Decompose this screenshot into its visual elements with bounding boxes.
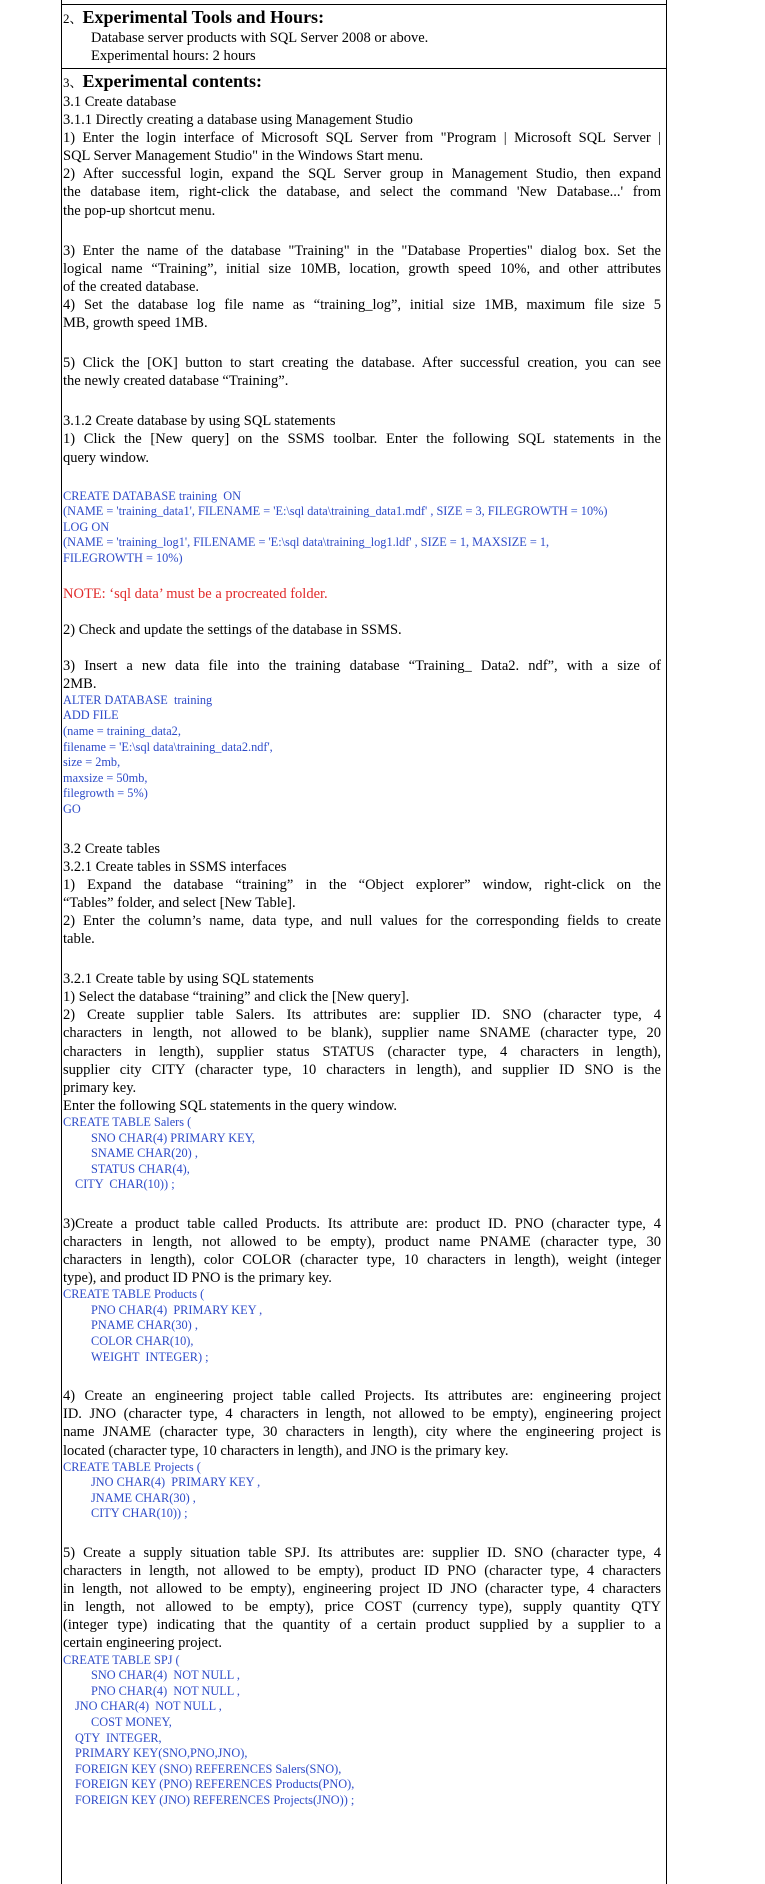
section-title: Experimental contents: (82, 71, 262, 91)
code-line: COLOR CHAR(10), (91, 1334, 194, 1349)
section-divider (61, 68, 667, 69)
paragraph-line: 2) Create supplier table Salers. Its attributes are: supplier ID. SNO (character type, 4 (63, 1007, 661, 1024)
paragraph-line: located (character type, 10 characters in length), and JNO is the primary key. (63, 1442, 509, 1459)
paragraph-line: SQL Server Management Studio" in the Windows Start menu. (63, 148, 424, 165)
code-line: SNAME CHAR(20) , (91, 1146, 198, 1161)
paragraph-line: 4) Create an engineering project table called Projects. Its attributes are: engineering project (63, 1388, 661, 1405)
code-line: CITY CHAR(10)) ; (91, 1506, 188, 1521)
subsection-heading: 3.1.1 Directly creating a database using Management Studio (63, 112, 413, 129)
code-line: WEIGHT INTEGER) ; (91, 1349, 209, 1364)
sql-create-table-projects (63, 1460, 661, 1522)
code-line: filename = 'E:\sql data\training_data2.ndf', (63, 739, 273, 754)
paragraph-line: “Tables” folder, and select [New Table]. (63, 894, 296, 911)
section-title: Experimental Tools and Hours: (82, 7, 325, 27)
code-line: JNO CHAR(4) NOT NULL , (75, 1699, 222, 1714)
paragraph-line: certain engineering project. (63, 1635, 223, 1652)
subsection-heading: 3.1 Create database (63, 94, 177, 110)
code-line: FOREIGN KEY (SNO) REFERENCES Salers(SNO), (75, 1761, 342, 1776)
code-line: CREATE DATABASE training ON (63, 488, 241, 503)
code-line: GO (63, 802, 81, 816)
sql-alter-database (63, 693, 661, 818)
code-line: SNO CHAR(4) NOT NULL , (91, 1668, 240, 1683)
code-line: filegrowth = 5%) (63, 786, 148, 801)
section-experimental-contents (63, 71, 661, 1808)
paragraph-line: type), and product ID PNO is the primary key. (63, 1270, 332, 1287)
paragraph-line: 3) Insert a new data file into the training database “Training_ Data2. ndf”, with a size of (63, 657, 661, 674)
paragraph-line: characters in length, not allowed to be blank), supplier name SNAME (character type, 20 (63, 1025, 661, 1042)
table-border-left (61, 0, 62, 1884)
code-line: LOG ON (63, 519, 110, 534)
paragraph-line: the database item, right-click the database, and select the command 'New Database...' from (63, 184, 661, 201)
code-line: QTY INTEGER, (75, 1730, 162, 1745)
sql-create-database (63, 489, 661, 567)
paragraph-line: 2) Check and update the settings of the database in SSMS. (63, 621, 402, 638)
table-border-right (666, 0, 667, 1884)
paragraph-line: characters in length), supplier status STATUS (character type, 4 characters in length), (63, 1043, 661, 1060)
code-line: PNO CHAR(4) NOT NULL , (91, 1683, 240, 1698)
subsection-heading: 3.2.1 Create table by using SQL statements (63, 971, 314, 988)
paragraph-line: name JNAME (character type, 30 characters in length), city where the engineering project is (63, 1424, 661, 1441)
code-line: size = 2mb, (63, 755, 121, 770)
code-line: CITY CHAR(10)) ; (75, 1177, 175, 1192)
paragraph-line: 1) Click the [New query] on the SSMS toolbar. Enter the following SQL statements in the (63, 431, 661, 448)
code-line: ADD FILE (63, 708, 119, 723)
section-heading (63, 7, 661, 29)
paragraph-line: MB, growth speed 1MB. (63, 315, 208, 332)
paragraph-line: Enter the following SQL statements in the query window. (63, 1097, 397, 1114)
code-line: ALTER DATABASE training (63, 692, 213, 707)
paragraph-line: 3) Enter the name of the database "Training" in the "Database Properties" dialog box. Set the (63, 242, 661, 259)
paragraph-line: 2) After successful login, expand the SQL Server group in Management Studio, then expand (63, 166, 661, 183)
paragraph-line: 4) Set the database log file name as “training_log”, initial size 1MB, maximum file size 5 (63, 296, 661, 313)
sql-create-table-spj (63, 1653, 661, 1809)
code-line: FOREIGN KEY (PNO) REFERENCES Products(PNO), (75, 1777, 355, 1792)
code-line: CREATE TABLE Products ( (63, 1287, 205, 1302)
paragraph-line: in length, not allowed to be empty), price COST (currency type), supply quantity QTY (63, 1599, 661, 1616)
code-line: PNO CHAR(4) PRIMARY KEY , (91, 1302, 263, 1317)
code-line: maxsize = 50mb, (63, 770, 148, 785)
paragraph-line: ID. JNO (character type, 4 characters in length, not allowed to be empty), engineering project (63, 1406, 661, 1423)
subsection-heading: 3.2.1 Create tables in SSMS interfaces (63, 858, 287, 875)
section-number: 2、 (63, 11, 83, 26)
paragraph-line: the pop-up shortcut menu. (63, 202, 216, 219)
hours-line: Experimental hours: 2 hours (91, 48, 256, 65)
section-heading (63, 71, 661, 93)
sql-create-table-salers (63, 1115, 661, 1193)
paragraph-line: in length, not allowed to be empty), engineering project ID JNO (character type, 4 characters (63, 1581, 661, 1598)
section-number: 3、 (63, 75, 83, 90)
code-line: SNO CHAR(4) PRIMARY KEY, (91, 1130, 255, 1145)
code-line: (NAME = 'training_log1', FILENAME = 'E:\sql data\training_log1.ldf' , SIZE = 1, MAXSIZE = 1, (63, 535, 550, 550)
paragraph-line: 3)Create a product table called Products. Its attribute are: product ID. PNO (character type, 4 (63, 1215, 661, 1232)
paragraph-line: of the created database. (63, 278, 200, 295)
code-line: CREATE TABLE Projects ( (63, 1459, 201, 1474)
code-line: FILEGROWTH = 10%) (63, 550, 183, 565)
code-line: CREATE TABLE SPJ ( (63, 1652, 180, 1667)
subsection-heading: 3.1.2 Create database by using SQL statements (63, 413, 336, 430)
code-line: COST MONEY, (91, 1714, 172, 1729)
code-line: STATUS CHAR(4), (91, 1161, 190, 1176)
paragraph-line: 1) Enter the login interface of Microsoft SQL Server from "Program | Microsoft SQL Server | (63, 130, 661, 147)
code-line: JNAME CHAR(30) , (91, 1490, 196, 1505)
code-line: (NAME = 'training_data1', FILENAME = 'E:\sql data\training_data1.mdf' , SIZE = 3, FILEGROWTH = 10%) (63, 504, 608, 519)
table-border-top (61, 4, 667, 5)
paragraph-line: 5) Create a supply situation table SPJ. Its attributes are: supplier ID. SNO (character type, 4 (63, 1544, 661, 1561)
paragraph-line: table. (63, 931, 95, 948)
paragraph-line: supplier city CITY (character type, 10 characters in length), and supplier ID SNO is the (63, 1061, 661, 1078)
paragraph-line: (integer type) indicating that the quantity of a certain product supplied by a supplier to a (63, 1617, 661, 1634)
paragraph-line: query window. (63, 449, 150, 466)
code-line: PRIMARY KEY(SNO,PNO,JNO), (75, 1746, 248, 1761)
code-line: PNAME CHAR(30) , (91, 1318, 198, 1333)
paragraph-line: logical name “Training”, initial size 10MB, location, growth speed 10%, and other attributes (63, 260, 661, 277)
paragraph-line: the newly created database “Training”. (63, 373, 289, 390)
subsection-heading: 3.2 Create tables (63, 840, 161, 857)
document-page (61, 0, 667, 1884)
paragraph-line: 1) Select the database “training” and click the [New query]. (63, 989, 410, 1006)
paragraph-line: 2MB. (63, 675, 97, 692)
section-tools-hours (63, 7, 661, 65)
code-line: CREATE TABLE Salers ( (63, 1114, 192, 1129)
paragraph-line: primary key. (63, 1079, 137, 1096)
sql-create-table-products (63, 1287, 661, 1365)
tools-line: Database server products with SQL Server 2008 or above. (91, 30, 429, 46)
paragraph-line: characters in length), color COLOR (character type, 10 characters in length), weight (integer (63, 1252, 661, 1269)
code-line: (name = training_data2, (63, 724, 181, 739)
code-line: JNO CHAR(4) PRIMARY KEY , (91, 1475, 261, 1490)
paragraph-line: characters in length, not allowed to be empty), product name PNAME (character type, 30 (63, 1233, 661, 1250)
code-line: FOREIGN KEY (JNO) REFERENCES Projects(JNO)) ; (75, 1792, 355, 1807)
paragraph-line: 1) Expand the database “training” in the “Object explorer” window, right-click on the (63, 876, 661, 893)
paragraph-line: characters in length, not allowed to be empty), product ID PNO (character type, 4 characters (63, 1563, 661, 1580)
note-warning: NOTE: ‘sql data’ must be a procreated folder. (63, 585, 328, 602)
paragraph-line: 2) Enter the column’s name, data type, and null values for the corresponding fields to create (63, 912, 661, 929)
paragraph-line: 5) Click the [OK] button to start creating the database. After successful creation, you can see (63, 355, 661, 372)
